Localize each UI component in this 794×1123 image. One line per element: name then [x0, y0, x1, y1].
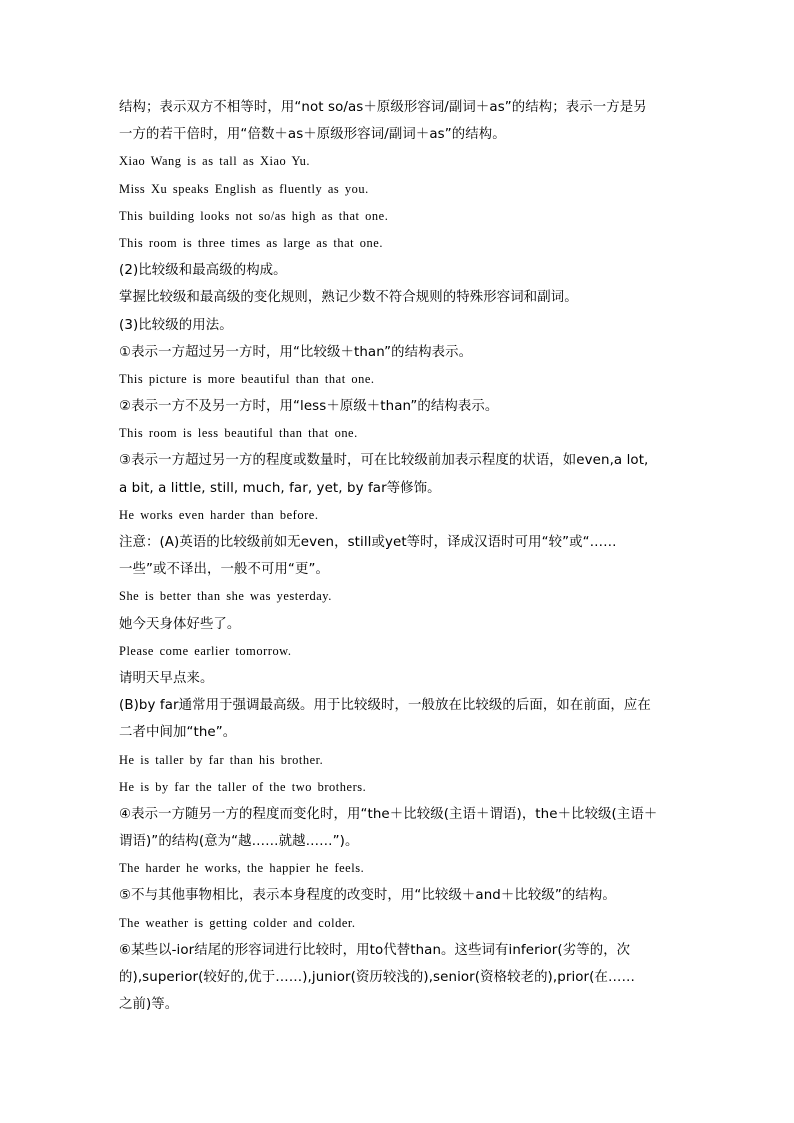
rule-item: ②表示一方不及另一方时，用“less＋原级＋than”的结构表示。	[119, 399, 499, 415]
example-sentence: The harder he works, the happier he feels.	[119, 861, 365, 876]
example-sentence: He is by far the taller of the two brothers.	[119, 779, 367, 794]
note-line: (B)by far通常用于强调最高级。用于比较级时，一般放在比较级的后面，如在前面，应在	[119, 698, 651, 714]
translation-line: 她今天身体好些了。	[119, 616, 241, 632]
translation-line: 请明天早点来。	[119, 670, 214, 686]
note-line: 注意：(A)英语的比较级前如无even，still或yet等时，译成汉语时可用“较”或“……	[119, 535, 617, 550]
text-line: 一方的若干倍时，用“倍数＋as＋原级形容词/副词＋as”的结构。	[119, 127, 506, 143]
rule-item: ⑥某些以-ior结尾的形容词进行比较时，用to代替than。这些词有inferior(劣等的，次	[119, 942, 631, 958]
example-sentence: He works even harder than before.	[119, 507, 319, 522]
section-heading: (3)比较级的用法。	[119, 317, 233, 333]
example-sentence: He is taller by far than his brother.	[119, 752, 324, 767]
example-sentence: This picture is more beautiful than that one.	[119, 371, 375, 386]
rule-item: ④表示一方随另一方的程度而变化时，用“the＋比较级(主语＋谓语)，the＋比较级(主语＋	[119, 806, 658, 822]
text-line: 谓语)”的结构(意为“越……就越……”)。	[119, 834, 359, 850]
text-line: a bit, a little, still, much, far, yet, by far等修饰。	[119, 480, 441, 496]
text-line: 一些”或不译出，一般不可用“更”。	[119, 562, 329, 578]
rule-item: ①表示一方超过另一方时，用“比较级＋than”的结构表示。	[119, 344, 473, 360]
rule-item: ⑤不与其他事物相比，表示本身程度的改变时，用“比较级＋and＋比较级”的结构。	[119, 888, 616, 904]
text-line: 二者中间加“the”。	[119, 725, 237, 741]
example-sentence: This room is three times as large as that one.	[119, 235, 383, 250]
text-line: 之前)等。	[119, 997, 179, 1013]
example-sentence: Xiao Wang is as tall as Xiao Yu.	[119, 154, 310, 169]
text-line: 结构；表示双方不相等时，用“not so/as＋原级形容词/副词＋as”的结构；表示一方是另	[119, 100, 647, 115]
text-line: 的),superior(较好的,优于……),junior(资历较浅的),senior(资格较老的),prior(在……	[119, 970, 635, 985]
example-sentence: This building looks not so/as high as that one.	[119, 208, 389, 223]
text-line: 掌握比较级和最高级的变化规则，熟记少数不符合规则的特殊形容词和副词。	[119, 290, 578, 306]
example-sentence: This room is less beautiful than that one.	[119, 426, 358, 441]
example-sentence: The weather is getting colder and colder.	[119, 915, 356, 930]
example-sentence: She is better than she was yesterday.	[119, 589, 332, 604]
document-body	[119, 94, 685, 1018]
example-sentence: Miss Xu speaks English as fluently as you.	[119, 181, 369, 196]
rule-item: ③表示一方超过另一方的程度或数量时，可在比较级前加表示程度的状语，如even,a lot,	[119, 453, 649, 469]
example-sentence: Please come earlier tomorrow.	[119, 643, 292, 658]
section-heading: (2)比较级和最高级的构成。	[119, 263, 287, 279]
